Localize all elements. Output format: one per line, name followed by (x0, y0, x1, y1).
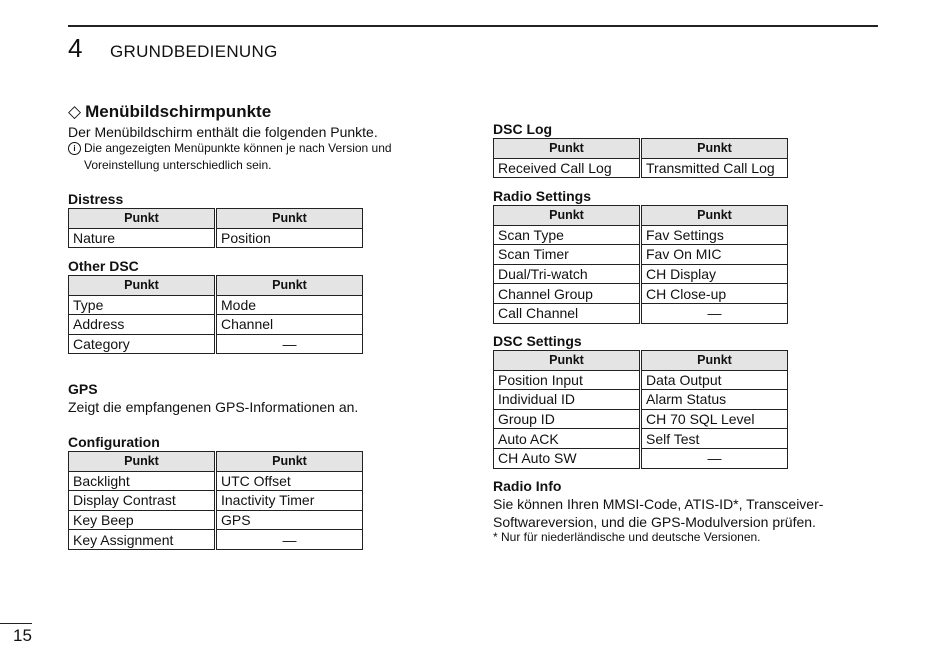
column-header: Punkt (494, 139, 641, 159)
dsc-settings-heading: DSC Settings (493, 333, 582, 349)
table-row (69, 471, 363, 491)
table-cell: Backlight (69, 471, 216, 491)
table-cell: Key Beep (69, 510, 216, 530)
table-cell: Transmitted Call Log (641, 158, 788, 178)
table-cell: — (216, 530, 363, 550)
note-line-1: Die angezeigten Menüpunkte können je nach Version und (84, 141, 392, 155)
table-row (69, 510, 363, 530)
column-header: Punkt (216, 276, 363, 296)
column-header: Punkt (69, 276, 216, 296)
table-cell: GPS (216, 510, 363, 530)
table-row (494, 409, 788, 429)
page-number-rule (0, 623, 32, 624)
table-cell: — (641, 448, 788, 468)
table-row (69, 530, 363, 550)
column-header: Punkt (69, 209, 216, 229)
table-row (494, 390, 788, 410)
other-dsc-table (68, 275, 363, 354)
table-cell: Data Output (641, 370, 788, 390)
table-cell: CH Auto SW (494, 448, 641, 468)
dsc-log-heading: DSC Log (493, 121, 553, 137)
table-cell: Fav On MIC (641, 245, 788, 265)
table-cell: Mode (216, 295, 363, 315)
table-cell: CH Display (641, 264, 788, 284)
dsc-log-table (493, 138, 788, 178)
gps-heading: GPS (68, 381, 98, 397)
table-cell: Dual/Tri-watch (494, 264, 641, 284)
table-row (69, 228, 363, 248)
section-title: Menübildschirmpunkte (85, 102, 272, 121)
table-cell: Individual ID (494, 390, 641, 410)
section-intro: Der Menübildschirm enthält die folgenden Punkte. (68, 124, 378, 140)
dsc-settings-table (493, 350, 788, 469)
table-cell: Call Channel (494, 303, 641, 323)
table-cell: Self Test (641, 429, 788, 449)
column-header: Punkt (216, 209, 363, 229)
table-cell: Received Call Log (494, 158, 641, 178)
table-row (494, 429, 788, 449)
top-rule (68, 25, 878, 27)
column-header: Punkt (494, 206, 641, 226)
table-cell: UTC Offset (216, 471, 363, 491)
column-header: Punkt (69, 452, 216, 472)
table-cell: Display Contrast (69, 491, 216, 511)
table-row (69, 491, 363, 511)
distress-table (68, 208, 363, 248)
table-row (494, 158, 788, 178)
table-cell: Address (69, 315, 216, 335)
table-row (494, 245, 788, 265)
table-cell: Inactivity Timer (216, 491, 363, 511)
configuration-heading: Configuration (68, 434, 160, 450)
table-row (69, 334, 363, 354)
radio-settings-heading: Radio Settings (493, 188, 592, 204)
table-row (69, 295, 363, 315)
table-row (494, 448, 788, 468)
table-cell: — (641, 303, 788, 323)
chapter-title: GRUNDBEDIENUNG (110, 42, 278, 61)
table-row (494, 303, 788, 323)
table-cell: Scan Timer (494, 245, 641, 265)
section-heading (68, 102, 271, 122)
note-line-2: Voreinstellung unterschiedlich sein. (84, 158, 272, 172)
radio-info-footnote: * Nur für niederländische und deutsche Versionen. (493, 530, 761, 544)
radio-info-line-1: Sie können Ihren MMSI-Code, ATIS-ID*, Transceiver- (493, 496, 824, 512)
table-cell: Scan Type (494, 225, 641, 245)
radio-info-line-2: Softwareversion, und die GPS-Modulversion prüfen. (493, 514, 816, 530)
table-cell: Fav Settings (641, 225, 788, 245)
table-cell: Auto ACK (494, 429, 641, 449)
table-row (494, 284, 788, 304)
table-cell: Group ID (494, 409, 641, 429)
table-cell: Channel Group (494, 284, 641, 304)
configuration-table (68, 451, 363, 550)
gps-text: Zeigt die empfangenen GPS-Informationen an. (68, 399, 359, 415)
distress-heading: Distress (68, 191, 124, 207)
radio-settings-table (493, 205, 788, 324)
table-cell: Position (216, 228, 363, 248)
column-header: Punkt (216, 452, 363, 472)
other-dsc-heading: Other DSC (68, 258, 139, 274)
table-cell: — (216, 334, 363, 354)
table-row (494, 225, 788, 245)
column-header: Punkt (641, 351, 788, 371)
table-cell: Key Assignment (69, 530, 216, 550)
diamond-icon: ◇ (68, 102, 82, 121)
table-cell: Category (69, 334, 216, 354)
chapter-number: 4 (68, 33, 83, 63)
table-row (494, 264, 788, 284)
table-cell: Position Input (494, 370, 641, 390)
radio-info-heading: Radio Info (493, 478, 562, 494)
info-icon: i (68, 142, 81, 155)
column-header: Punkt (641, 139, 788, 159)
table-cell: Type (69, 295, 216, 315)
column-header: Punkt (494, 351, 641, 371)
note (68, 140, 392, 174)
table-cell: Nature (69, 228, 216, 248)
table-row (494, 370, 788, 390)
table-cell: Alarm Status (641, 390, 788, 410)
table-cell: CH Close-up (641, 284, 788, 304)
table-cell: Channel (216, 315, 363, 335)
table-cell: CH 70 SQL Level (641, 409, 788, 429)
page-number: 15 (13, 626, 32, 645)
column-header: Punkt (641, 206, 788, 226)
table-row (69, 315, 363, 335)
